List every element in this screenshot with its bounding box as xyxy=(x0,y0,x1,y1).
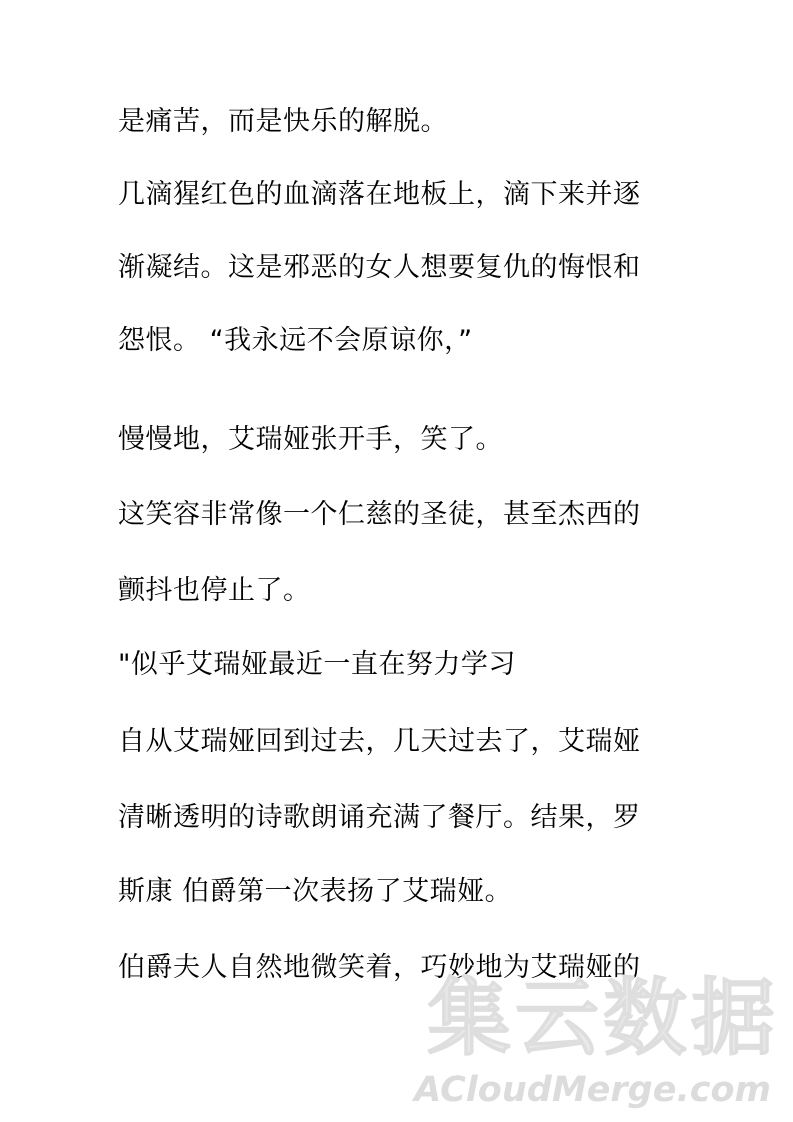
text-line-10: 清晰透明的诗歌朗诵充满了餐厅。结果，罗 xyxy=(118,802,641,833)
text-line-11: 斯康 伯爵第一次表扬了艾瑞娅。 xyxy=(118,876,513,907)
text-line-2: 几滴猩红色的血滴落在地板上，滴下来并逐 xyxy=(118,179,641,210)
text-line-6: 这笑容非常像一个仁慈的圣徒，甚至杰西的 xyxy=(118,499,641,530)
text-line-7: 颤抖也停止了。 xyxy=(118,575,311,606)
watermark xyxy=(399,970,779,1110)
watermark-cjk-text: 集云数据 xyxy=(426,969,779,1067)
text-line-4: 怨恨。 “我永远不会原谅你，” xyxy=(118,325,473,356)
text-line-8: "似乎艾瑞娅最近一直在努力学习 xyxy=(118,649,516,680)
text-line-5: 慢慢地，艾瑞娅张开手，笑了。 xyxy=(118,424,503,455)
text-line-9: 自从艾瑞娅回到过去，几天过去了，艾瑞娅 xyxy=(118,726,641,757)
text-line-12: 伯爵夫人自然地微笑着，巧妙地为艾瑞娅的 xyxy=(118,952,641,983)
text-line-1: 是痛苦，而是快乐的解脱。 xyxy=(118,106,448,137)
text-line-3: 渐凝结。这是邪恶的女人想要复仇的悔恨和 xyxy=(118,252,641,283)
watermark-latin-text: ACloudMerge.com xyxy=(414,1070,771,1110)
